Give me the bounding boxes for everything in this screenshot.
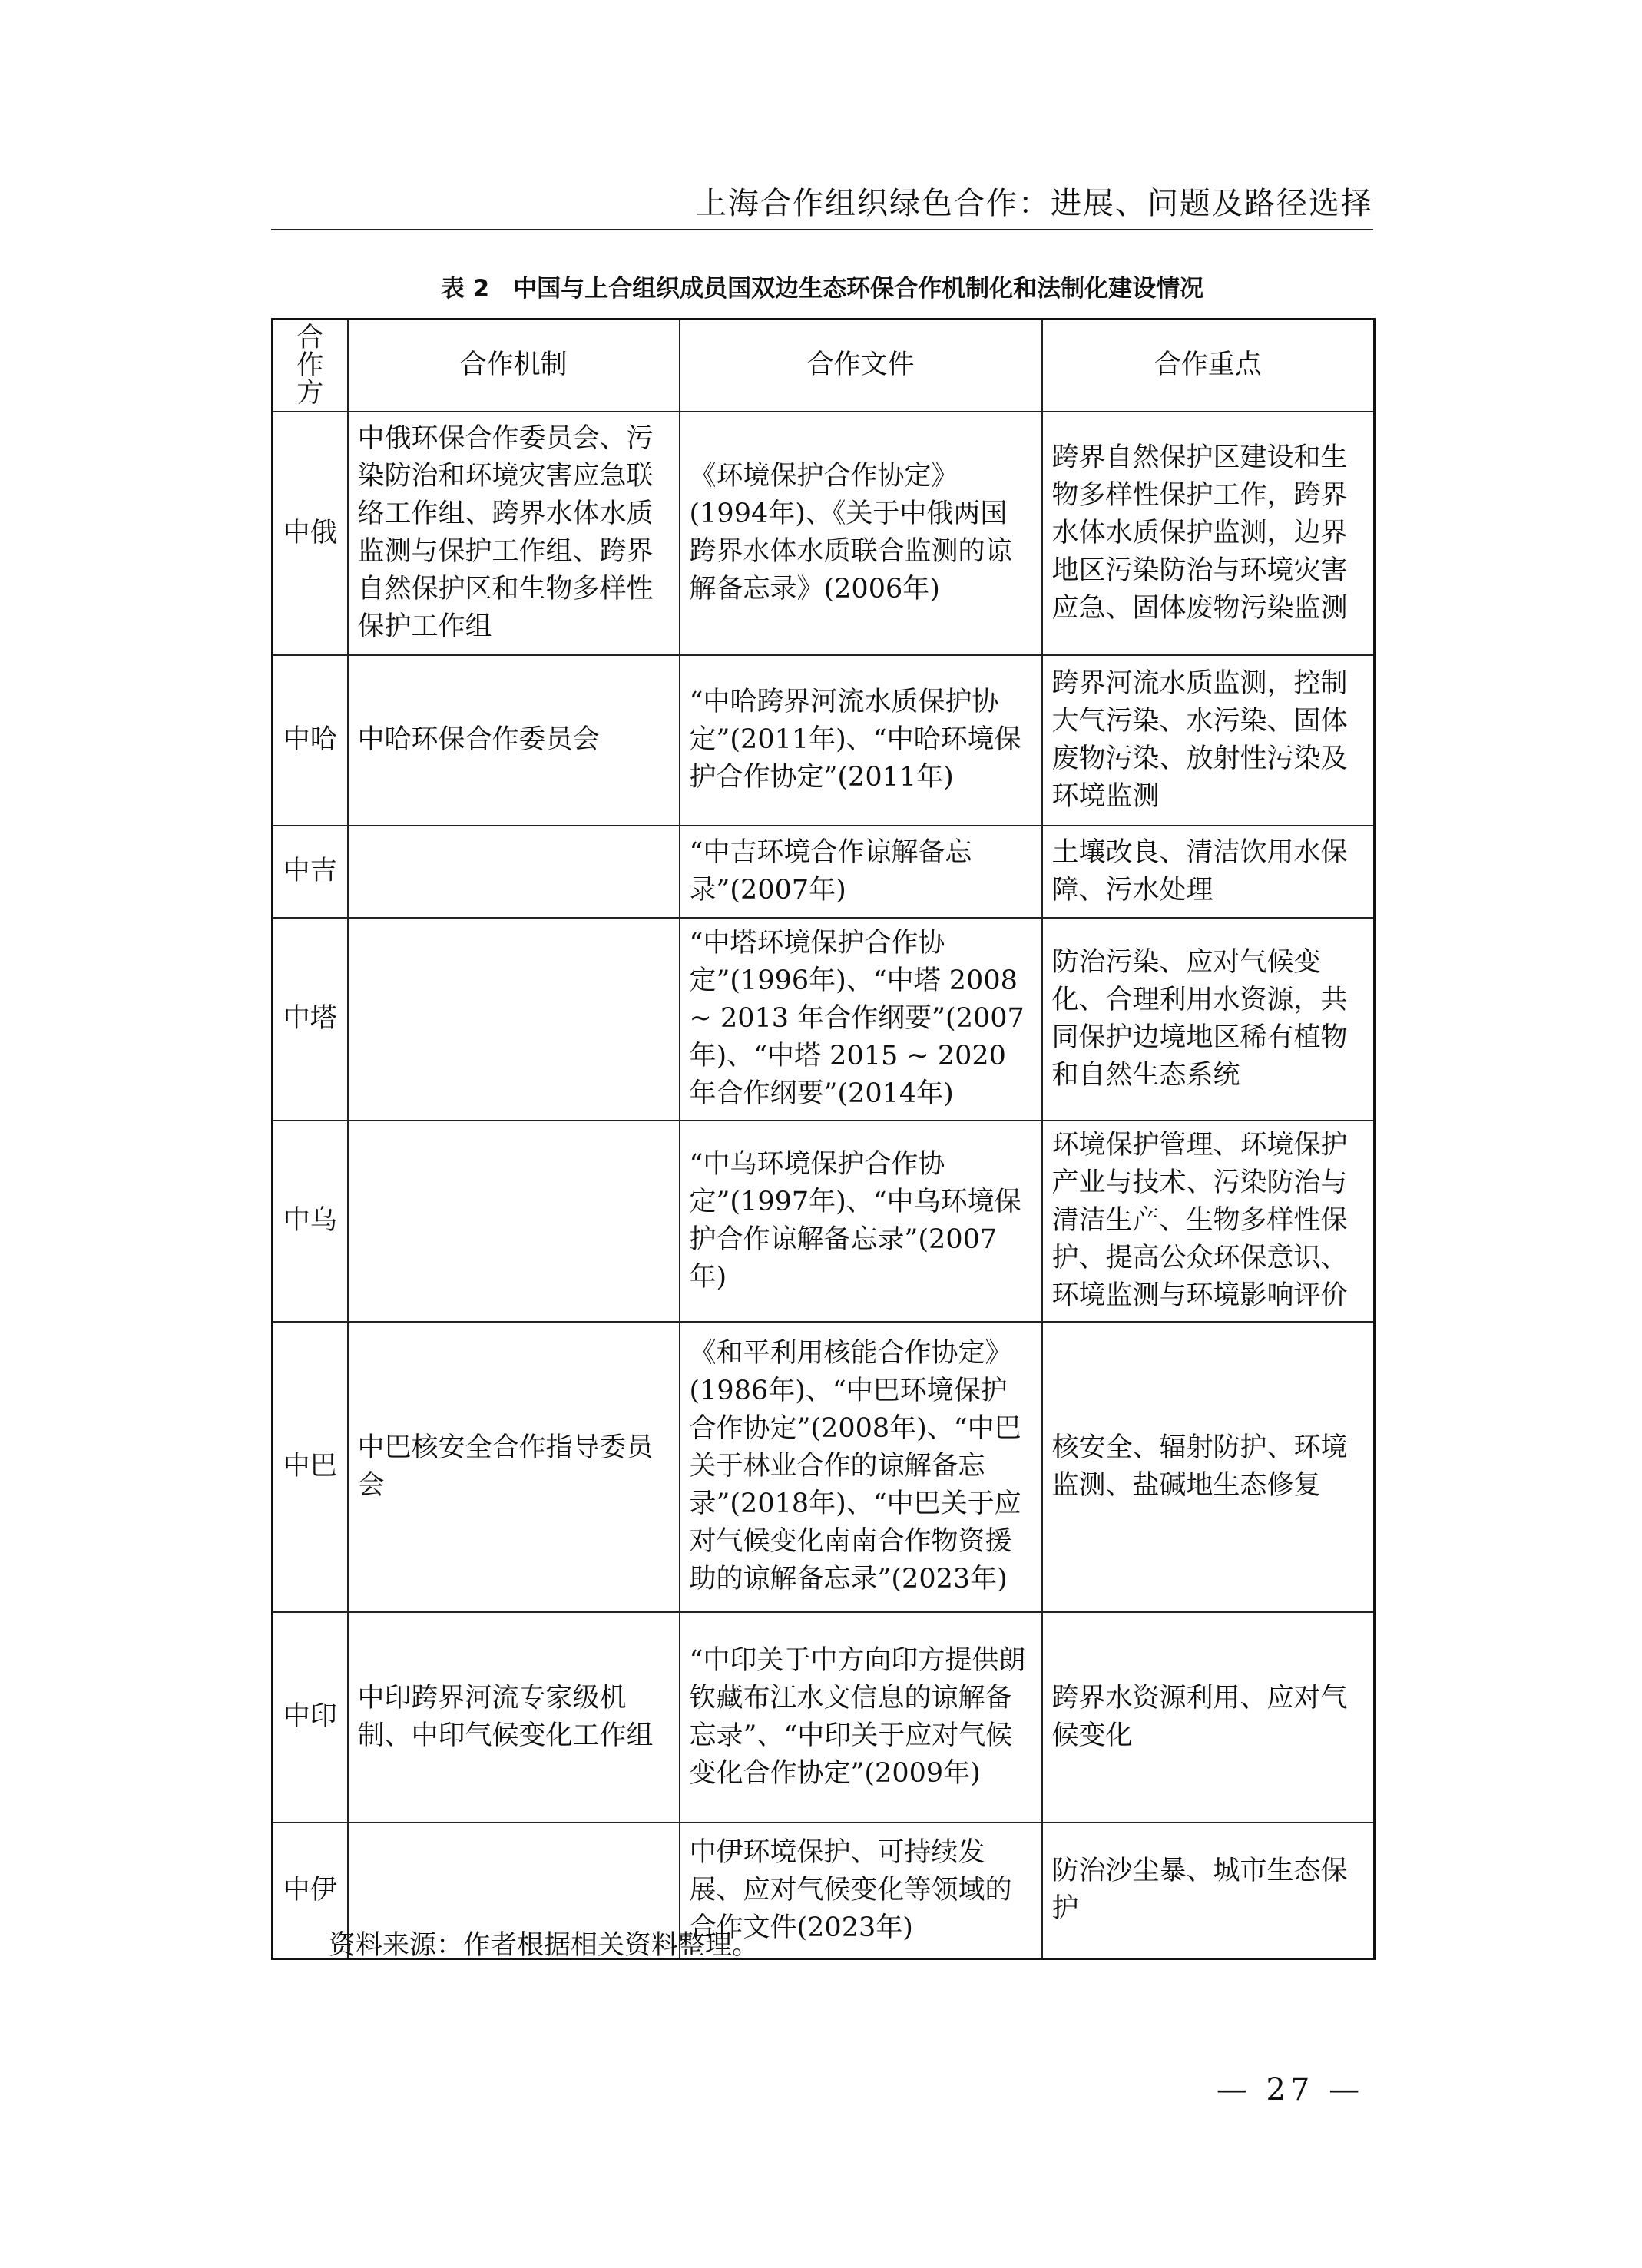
mechanism-cell: 中俄环保合作委员会、污染防治和环境灾害应急联络工作组、跨界水体水质监测与保护工作组、跨界自然保护区和生物多样性保护工作组: [348, 412, 680, 655]
focus-cell: 环境保护管理、环境保护产业与技术、污染防治与清洁生产、生物多样性保护、提高公众环保意识、环境监测与环境影响评价: [1042, 1121, 1375, 1322]
party-cell: 中哈: [273, 655, 348, 826]
table-row: [273, 1322, 1375, 1612]
focus-cell: 跨界自然保护区建设和生物多样性保护工作，跨界水体水质保护监测，边界地区污染防治与环境灾害应急、固体废物污染监测: [1042, 412, 1375, 655]
mechanism-cell: 中印跨界河流专家级机制、中印气候变化工作组: [348, 1612, 680, 1823]
party-cell: 中印: [273, 1612, 348, 1823]
documents-cell: “中哈跨界河流水质保护协定”(2011年)、“中哈环境保护合作协定”(2011年): [680, 655, 1042, 826]
table-row: [273, 412, 1375, 655]
header-focus: 合作重点: [1042, 320, 1375, 412]
mechanism-cell: [348, 1121, 680, 1322]
party-cell: 中俄: [273, 412, 348, 655]
focus-cell: 核安全、辐射防护、环境监测、盐碱地生态修复: [1042, 1322, 1375, 1612]
documents-cell: 《环境保护合作协定》(1994年)、《关于中俄两国跨界水体水质联合监测的谅解备忘录》(2006年): [680, 412, 1042, 655]
source-note: 资料来源：作者根据相关资料整理。: [329, 1930, 760, 1961]
mechanism-cell: [348, 826, 680, 918]
table-row: [273, 655, 1375, 826]
party-cell: 中塔: [273, 918, 348, 1121]
mechanism-cell: 中巴核安全合作指导委员会: [348, 1322, 680, 1612]
table-header-row: [273, 320, 1375, 412]
table-row: [273, 1121, 1375, 1322]
table-row: [273, 918, 1375, 1121]
documents-cell: 中伊环境保护、可持续发展、应对气候变化等领域的合作文件(2023年): [680, 1823, 1042, 1959]
party-cell: 中乌: [273, 1121, 348, 1322]
mechanism-cell: 中哈环保合作委员会: [348, 655, 680, 826]
focus-cell: 防治沙尘暴、城市生态保护: [1042, 1823, 1375, 1959]
header-party-char: 合: [296, 322, 324, 353]
table-row: [273, 1612, 1375, 1823]
header-mechanism: 合作机制: [348, 320, 680, 412]
table-row: [273, 826, 1375, 918]
cooperation-table: [271, 318, 1376, 1960]
documents-cell: “中吉环境合作谅解备忘录”(2007年): [680, 826, 1042, 918]
documents-cell: 《和平利用核能合作协定》(1986年)、“中巴环境保护合作协定”(2008年)、“中巴关于林业合作的谅解备忘录”(2018年)、“中巴关于应对气候变化南南合作物资援助的谅解备忘录”(2023年): [680, 1322, 1042, 1612]
focus-cell: 防治污染、应对气候变化、合理利用水资源，共同保护边境地区稀有植物和自然生态系统: [1042, 918, 1375, 1121]
header-party-char: 方: [296, 377, 324, 409]
running-head-text: 上海合作组织绿色合作：进展、问题及路径选择: [696, 186, 1373, 221]
header-party: [273, 320, 348, 412]
table-title: 表 2 中国与上合组织成员国双边生态环保合作机制化和法制化建设情况: [440, 275, 1204, 303]
header-documents: 合作文件: [680, 320, 1042, 412]
mechanism-cell: [348, 918, 680, 1121]
page-number: — 27 —: [1216, 2072, 1365, 2107]
documents-cell: “中乌环境保护合作协定”(1997年)、“中乌环境保护合作谅解备忘录”(2007年): [680, 1121, 1042, 1322]
party-cell: 中巴: [273, 1322, 348, 1612]
party-cell: 中吉: [273, 826, 348, 918]
focus-cell: 土壤改良、清洁饮用水保障、污水处理: [1042, 826, 1375, 918]
documents-cell: “中印关于中方向印方提供朗钦藏布江水文信息的谅解备忘录”、“中印关于应对气候变化合作协定”(2009年): [680, 1612, 1042, 1823]
focus-cell: 跨界水资源利用、应对气候变化: [1042, 1612, 1375, 1823]
documents-cell: “中塔环境保护合作协定”(1996年)、“中塔 2008 ~ 2013 年合作纲要”(2007年)、“中塔 2015 ~ 2020 年合作纲要”(2014年): [680, 918, 1042, 1121]
header-party-char: 作: [296, 349, 324, 381]
focus-cell: 跨界河流水质监测，控制大气污染、水污染、固体废物污染、放射性污染及环境监测: [1042, 655, 1375, 826]
party-cell: 中伊: [273, 1823, 348, 1959]
running-head: [271, 184, 1373, 230]
